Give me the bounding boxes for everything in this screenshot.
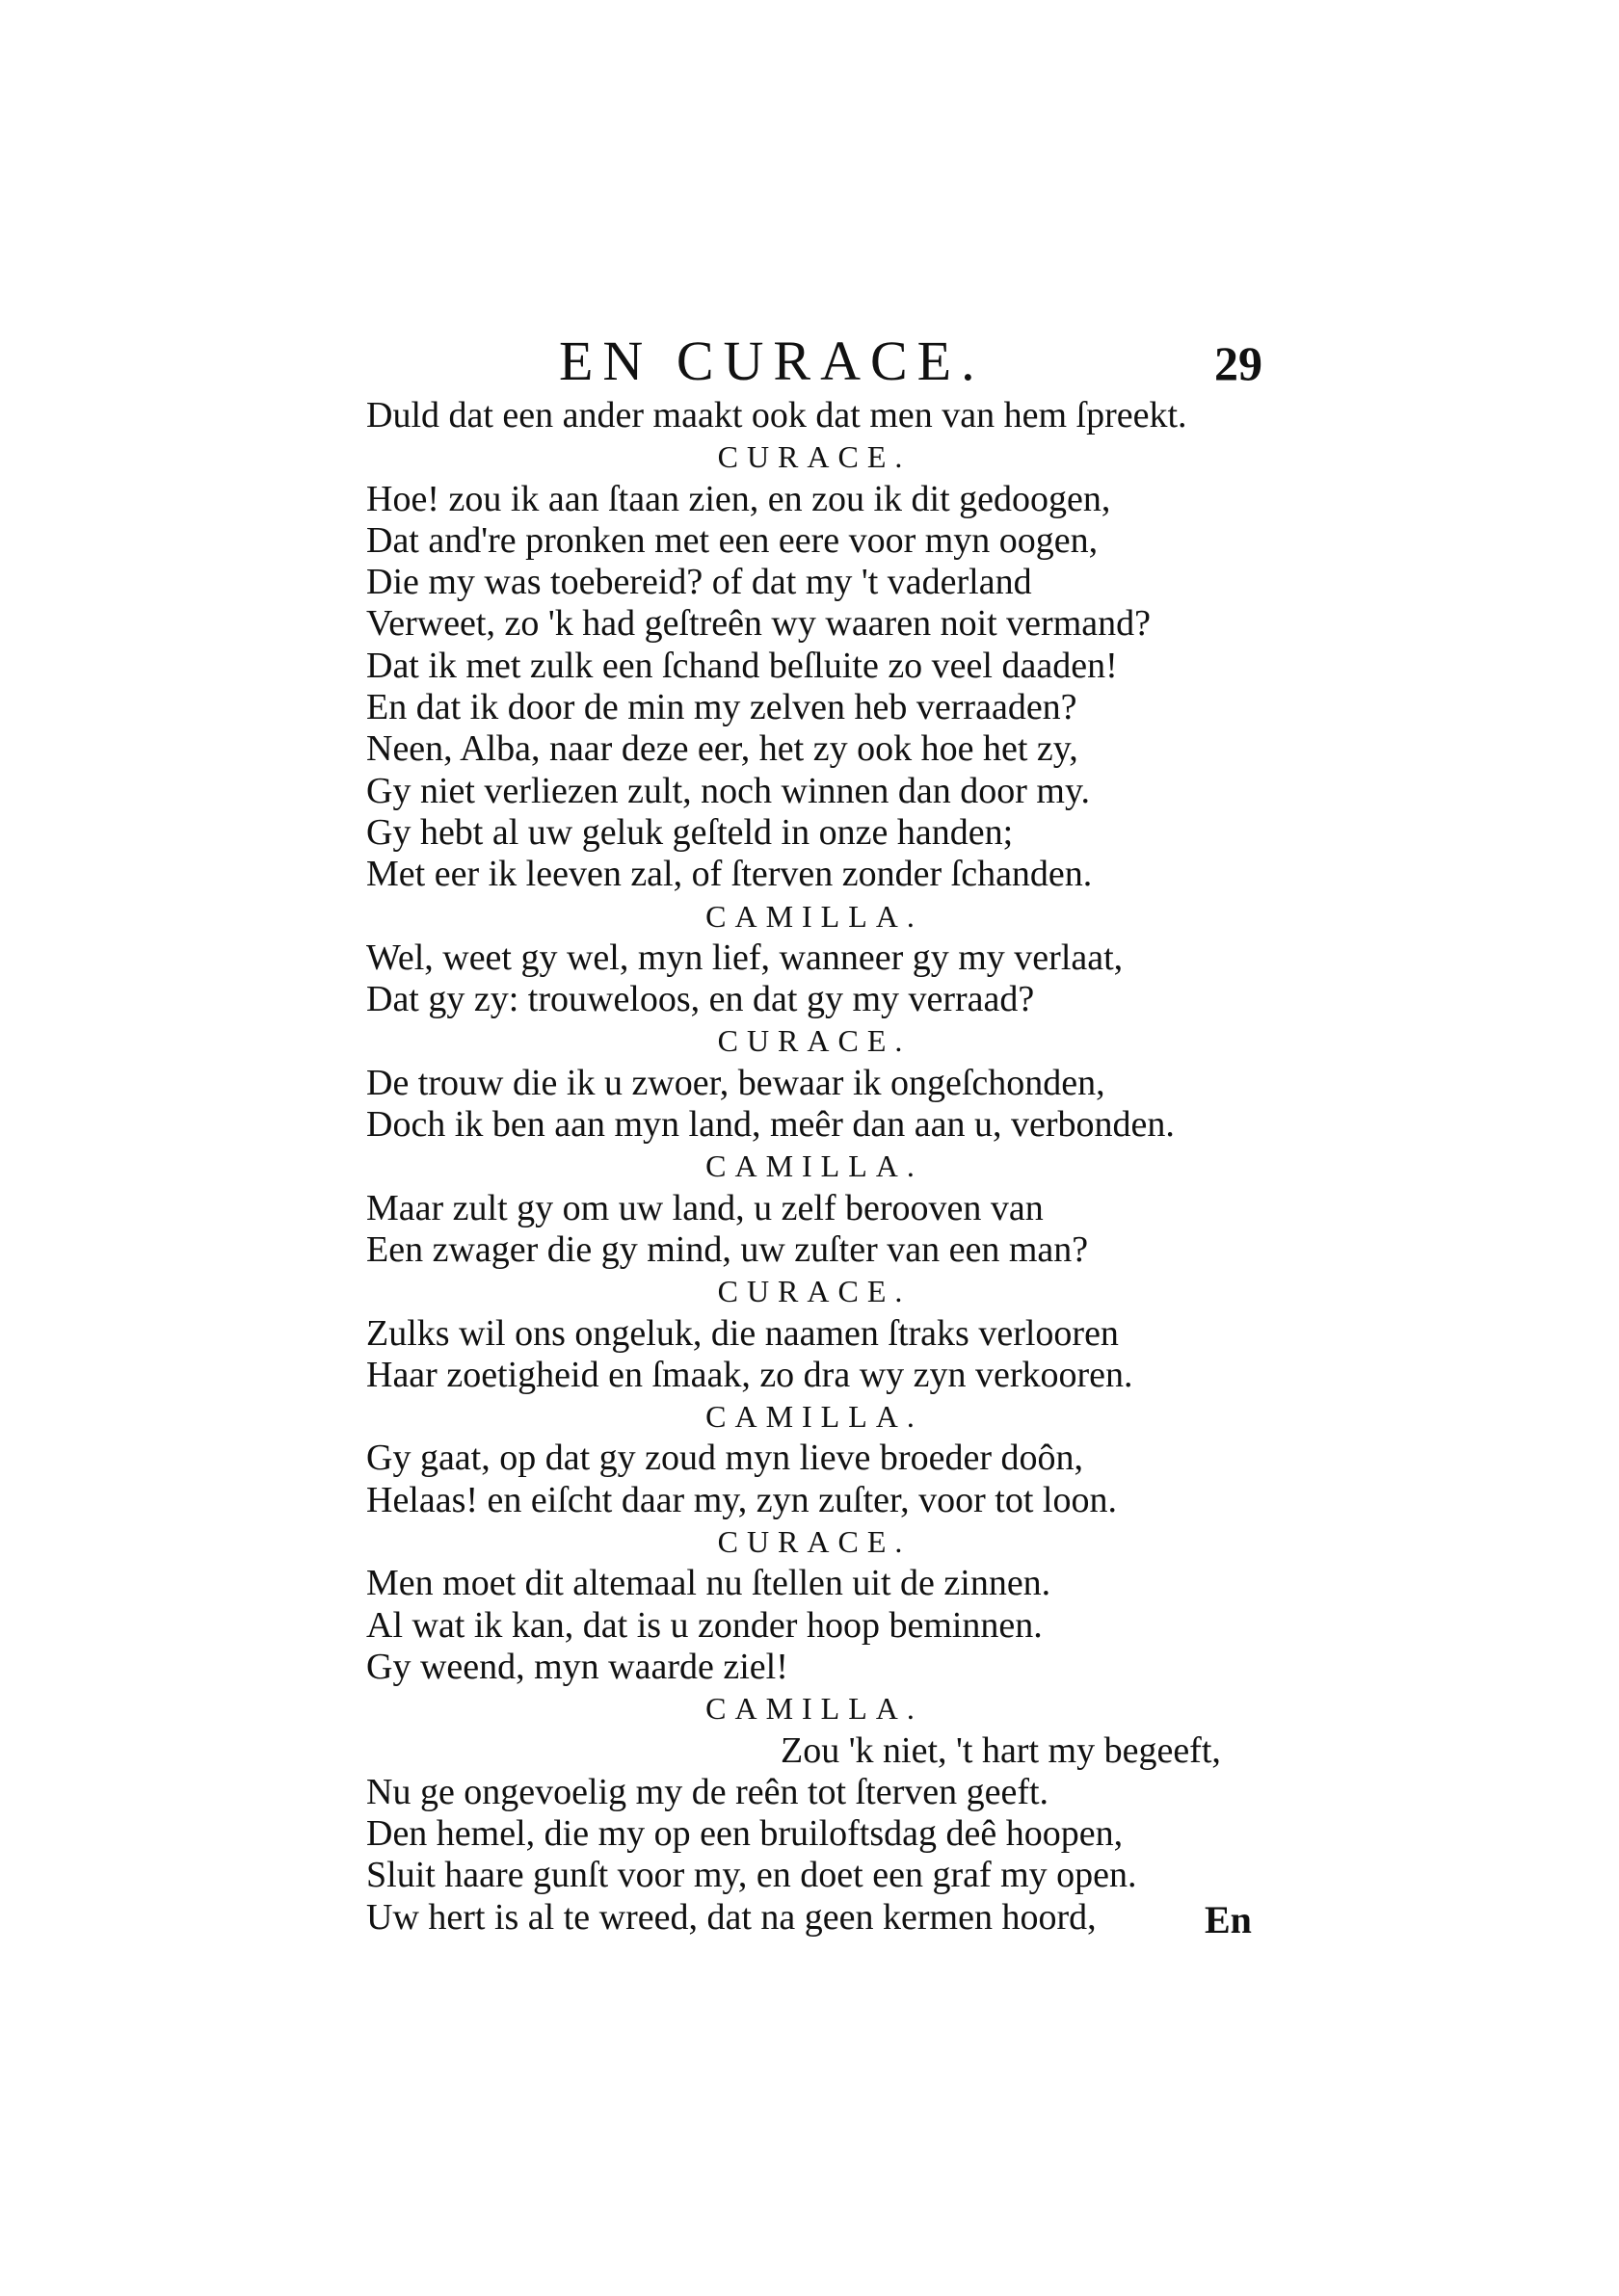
- speaker-name: CAMILLA.: [705, 898, 923, 934]
- verse-line: Helaas! en eiſcht daar my, zyn zuſter, voor tot loon.: [366, 1479, 1117, 1520]
- verse-line: Zou 'k niet, 't hart my begeeft,: [781, 1729, 1221, 1771]
- catchword: En: [1205, 1898, 1252, 1941]
- speaker-name: CURACE.: [717, 439, 912, 475]
- verse-line: Gy gaat, op dat gy zoud myn lieve broeder doôn,: [366, 1438, 1083, 1479]
- verse-line: Dat ik met zulk een ſchand beſluite zo veel daaden!: [366, 645, 1118, 686]
- verse-line: Dat gy zy: trouweloos, en dat gy my verraad?: [366, 979, 1035, 1020]
- speaker-name: CAMILLA.: [705, 1691, 923, 1727]
- verse-line: Zulks wil ons ongeluk, die naamen ſtraks verlooren: [366, 1312, 1119, 1354]
- verse-line: Een zwager die gy mind, uw zuſter van een man?: [366, 1228, 1089, 1270]
- verse-line: Doch ik ben aan myn land, meêr dan aan u, verbonden.: [366, 1104, 1175, 1146]
- verse-line: Den hemel, die my op een bruiloftsdag deê hoopen,: [366, 1813, 1124, 1855]
- verse-line: Uw hert is al te wreed, dat na geen kermen hoord,: [366, 1896, 1097, 1938]
- speaker-name: CURACE.: [717, 1524, 912, 1560]
- verse-line: Maar zult gy om uw land, u zelf berooven van: [366, 1187, 1044, 1228]
- verse-line: Sluit haare gunſt voor my, en doet een graf my open.: [366, 1855, 1137, 1896]
- verse-line: Neen, Alba, naar deze eer, het zy ook hoe het zy,: [366, 728, 1078, 770]
- verse-line: Hoe! zou ik aan ſtaan zien, en zou ik dit gedoogen,: [366, 478, 1111, 519]
- verse-line: Al wat ik kan, dat is u zonder hoop beminnen.: [366, 1604, 1043, 1646]
- verse-line: Gy niet verliezen zult, noch winnen dan door my.: [366, 770, 1090, 811]
- verse-line: En dat ik door de min my zelven heb verraaden?: [366, 687, 1077, 728]
- speaker-name: CURACE.: [717, 1023, 912, 1059]
- verse-line: Haar zoetigheid en ſmaak, zo dra wy zyn verkooren.: [366, 1354, 1133, 1395]
- page-number: 29: [1214, 336, 1262, 390]
- verse-text: [366, 395, 1262, 1939]
- verse-line: Dat and're pronken met een eere voor myn oogen,: [366, 519, 1099, 561]
- running-title: EN CURACE.: [559, 330, 985, 392]
- verse-line: Met eer ik leeven zal, of ſterven zonder ſchanden.: [366, 854, 1093, 895]
- speaker-name: CAMILLA.: [705, 1148, 923, 1184]
- verse-line: Gy weend, myn waarde ziel!: [366, 1646, 788, 1687]
- verse-line: Gy hebt al uw geluk geſteld in onze handen;: [366, 811, 1014, 853]
- verse-line: Duld dat een ander maakt ook dat men van hem ſpreekt.: [366, 395, 1187, 435]
- speaker-name: CURACE.: [717, 1274, 912, 1309]
- speaker-name: CAMILLA.: [705, 1399, 923, 1435]
- verse-line: De trouw die ik u zwoer, bewaar ik ongeſchonden,: [366, 1062, 1105, 1103]
- verse-line: Die my was toebereid? of dat my 't vaderland: [366, 562, 1032, 603]
- page-header: [366, 328, 1262, 395]
- verse-line: Verweet, zo 'k had geſtreên wy waaren noit vermand?: [366, 603, 1151, 645]
- verse-line: Men moet dit altemaal nu ſtellen uit de zinnen.: [366, 1563, 1051, 1604]
- verse-line: Wel, weet gy wel, myn lief, wanneer gy my verlaat,: [366, 937, 1124, 978]
- verse-line: Nu ge ongevoelig my de reên tot ſterven geeft.: [366, 1771, 1049, 1812]
